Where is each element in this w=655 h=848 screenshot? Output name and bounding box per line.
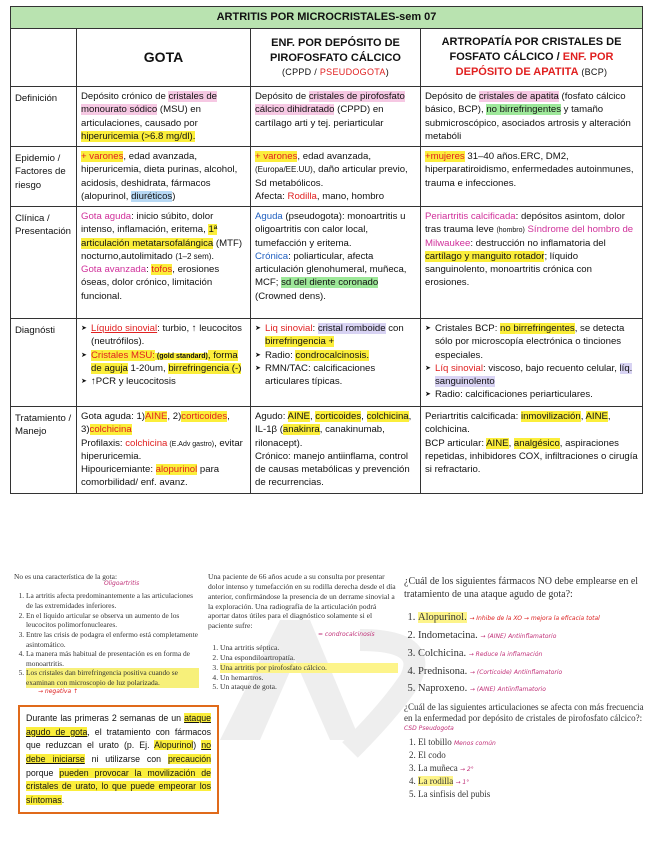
text: Gota aguda (81, 211, 132, 223)
text: : inicio súbito, dolor intenso, inflamación, eritema, (81, 211, 214, 236)
option[interactable]: 2. En el líquido articular se observa un aumento de los leucocitos polimorfonucleares. (26, 611, 199, 630)
handnote: → 2° (459, 766, 474, 774)
text: , (309, 411, 316, 423)
option[interactable] (418, 736, 644, 749)
text: . (211, 250, 215, 262)
highlight-text: cartílago y manguito rotador (425, 250, 545, 262)
highlight-text: no birrefringentes (500, 323, 575, 335)
highlight-text: corticoides (315, 411, 362, 423)
text: Crónico: manejo antiinflama, control de causas metabólicas y prevención de recurrencias. (255, 450, 410, 489)
list (255, 322, 416, 388)
question-3 (404, 576, 644, 698)
text: Gota aguda: 1) (81, 411, 146, 423)
list-item (91, 375, 246, 388)
highlight-text: no birrefringentes (486, 104, 561, 116)
row-header-tratamiento: Tratamiento / Manejo (11, 407, 77, 493)
cell-tra-gota (77, 407, 251, 493)
highlight-text: AINE (486, 437, 509, 449)
cell-cli-cppd (251, 207, 421, 319)
col-header-bcp (421, 29, 643, 87)
option[interactable]: 3. Entre las crisis de podagra el enfermo está completamente asintomático. (26, 630, 199, 649)
text: , evitar hiperuricemia. (81, 437, 243, 462)
cell-def-cppd (251, 87, 421, 147)
text: , (361, 411, 367, 423)
text: (Europa/EE.UU) (255, 165, 313, 175)
row-clinica (11, 207, 643, 319)
text: Agudo: (255, 411, 288, 423)
text: (hombro) (496, 227, 525, 235)
option[interactable]: 1. Una artritis séptica. (220, 643, 398, 653)
question-3-options (404, 609, 644, 698)
question-1-handnote: Oligoartritis (104, 579, 140, 587)
text: Depósito de (425, 91, 479, 103)
cell-epi-bcp (421, 147, 643, 207)
col-header-bcp-title: ARTROPATÍA POR CRISTALES DE FOSFATO CÁLCICO / (441, 35, 622, 64)
highlight-text: analgésico (513, 437, 560, 449)
option[interactable] (418, 627, 644, 645)
option[interactable] (418, 663, 644, 681)
highlight-text: condrocalcinosis. (295, 349, 369, 361)
cell-cli-gota (77, 207, 251, 319)
text: . (61, 794, 65, 805)
list (425, 322, 638, 401)
handnote: → Inhibe de la XO → mejora la eficacia total (469, 615, 600, 622)
text: , mano, hombro (316, 190, 385, 202)
option[interactable] (418, 609, 644, 627)
highlight-text: +mujeres (425, 151, 465, 163)
option-text: Naproxeno. (418, 683, 468, 695)
highlight-text: cristales de monourato sódico (81, 91, 217, 116)
question-2 (208, 572, 398, 692)
text: ) (193, 740, 202, 751)
option[interactable]: 4. Un hemartros. (220, 673, 398, 683)
question-4-options (404, 736, 644, 801)
list-item (435, 388, 638, 401)
text: Depósito crónico de (81, 91, 169, 103)
cell-dia-gota (77, 319, 251, 407)
text: ) (172, 190, 176, 202)
highlight-text: colchicina (89, 424, 132, 436)
text: : destrucción no inflamatoria del (470, 237, 606, 249)
text: porque (26, 767, 60, 778)
col-header-cppd-pseudogota: PSEUDOGOTA (319, 67, 386, 78)
row-header-clinica: Clínica / Presentación (11, 207, 77, 319)
question-2-handnote: = condrocalcinosis (318, 631, 375, 639)
text: para comorbilidad/ enf. avanz. (81, 464, 220, 489)
option-text: La sinfisis del pubis (418, 789, 491, 800)
summary-table (10, 6, 643, 494)
question-4-handnote: CSD Pseudogota (404, 724, 454, 732)
option[interactable] (418, 788, 644, 801)
option[interactable]: 1. La artritis afecta predominantemente a las articulaciones de las extremidades inferiores. (26, 591, 199, 610)
text: (MTF) nocturno,autolimitado (81, 237, 243, 262)
handnote: → 1° (455, 779, 470, 787)
text: Gota avanzada (81, 264, 147, 276)
text: , 2) (167, 411, 182, 423)
list-item (91, 322, 246, 348)
option[interactable]: 2. Una espondiloartropatía. (220, 653, 398, 663)
highlight-text: + varones (81, 151, 124, 163)
highlight-text: AINE (145, 411, 168, 423)
highlight-text: anakinra (282, 424, 320, 436)
highlight-text: birrefringencia + (265, 336, 335, 348)
table-title: ARTRITIS POR MICROCRISTALES-sem 07 (11, 7, 643, 29)
handnote: → (AINE) Antiinflamatorio (469, 686, 546, 694)
col-header-gota-text: GOTA (143, 49, 184, 66)
highlight-text: AINE (287, 411, 310, 423)
col-header-cppd-a: (CPPD / (281, 67, 320, 78)
text: , edad avanzada, (297, 151, 372, 163)
text: Liq sinovial (265, 323, 313, 335)
highlight-text: cristales de pirofosfato cálcico dihidratado (255, 91, 405, 116)
option[interactable] (418, 762, 644, 775)
highlight-text: 1ª articulación metatarsofalángica (81, 224, 218, 249)
option[interactable]: 5. Los cristales dan birrefringencia positiva cuando se examinan con microscopio de luz polarizada. (26, 668, 199, 687)
text: Radio: calcificaciones periarticulares. (435, 389, 593, 401)
highlight-text: precaución (167, 753, 211, 764)
text: (1–2 sem) (175, 251, 212, 261)
text: Síndrome del hombro de Milwaukee (425, 224, 634, 249)
cell-def-gota (77, 87, 251, 147)
text: Crónica (255, 250, 289, 262)
row-epidemio (11, 147, 643, 207)
text: : (146, 264, 152, 276)
text: (Crowned dens). (255, 290, 326, 302)
row-diagnostico (11, 319, 643, 407)
highlight-text: hiperuricemia (>6.8 mg/dl). (81, 130, 196, 142)
question-2-options (208, 643, 398, 692)
text: 31–40 años.ERC, DM2, hiperparatiroidismo, enfermedades autoinmunes, trauma e infecciones. (425, 151, 634, 189)
col-header-bcp-abbr: (BCP) (578, 67, 608, 78)
highlight-text: ataque agudo de gota (26, 713, 211, 737)
option-text: Indometacina. (418, 629, 478, 641)
text: Aguda (255, 211, 283, 223)
row-header-diagnostico: Diagnósti (11, 319, 77, 407)
list-item (265, 349, 416, 362)
highlight-text: cristal romboide (317, 323, 386, 335)
row-header-epidemio: Epidemio / Factores de riesgo (11, 147, 77, 207)
option-text: Prednisona. (418, 665, 468, 677)
option[interactable] (418, 749, 644, 762)
summary-table-container (10, 6, 642, 494)
text: ni utilizarse con (84, 753, 168, 764)
question-3-stem: ¿Cuál de los siguientes fármacos NO debe emplearse en el tratamiento de una ataque agudo de gota?: (404, 576, 639, 600)
option[interactable] (418, 645, 644, 663)
text: Radio: (265, 349, 296, 361)
cell-dia-cppd (251, 319, 421, 407)
text: Hipouricemiante: (81, 464, 156, 476)
highlight-text: cristales de apatita (478, 91, 559, 103)
option[interactable]: 3. Una artritis por pirofosfato cálcico. (220, 663, 398, 673)
text: BCP articular: (425, 437, 487, 449)
question-1-handnote-2: → negativa ↑ (38, 687, 79, 695)
cell-tra-bcp (421, 407, 643, 493)
text: (MSU) en articulaciones, causado por (81, 104, 201, 129)
option-text: La rodilla (418, 776, 454, 787)
list (81, 322, 246, 388)
col-header-cppd-c: ) (385, 67, 390, 78)
text: , daño articular previo, Sd metabólicos. (255, 164, 408, 189)
text: , canakinumab, rilonacept). (255, 424, 385, 449)
cell-dia-bcp (421, 319, 643, 407)
highlight-text: colchicina (366, 411, 409, 423)
text: Líq sinovial (435, 362, 483, 374)
cell-def-bcp (421, 87, 643, 147)
list-item (435, 362, 638, 388)
text: con (385, 323, 404, 335)
text: (fosfato cálcico básico, BCP), (425, 91, 626, 116)
question-4-stem: ¿Cuál de las siguientes articulaciones se afecta con más frecuencia en la enfermedad por depósito de cristales de pirofosfato cálcico?: (404, 702, 644, 724)
text: ; líquido sanguinolento, monoartritis crónica con erosiones. (425, 250, 592, 289)
option-text: El tobillo (418, 737, 452, 747)
question-2-stem: Una paciente de 66 años acude a su consulta por presentar dolor intenso y tumefacción en su rodilla derecha desde el día anterior, confirmándose la presencia de un derrame sinovial a la exploración. Una radiografía de la articulación podrá aportar datos útiles para el diagnóstico solamente si el paciente sufre: (208, 572, 396, 631)
option-text: Colchicina. (418, 647, 467, 659)
highlight-text: diuréticos (131, 190, 173, 202)
text: , (508, 437, 514, 449)
handnote: → (Corticoide) Antiinflamatorio (469, 668, 563, 676)
row-tratamiento (11, 407, 643, 493)
handnote: Menos común (454, 740, 496, 747)
text: Líquido sinovial (91, 323, 158, 335)
text: Afecta: (255, 190, 288, 202)
cell-epi-cppd (251, 147, 421, 207)
text: , el tratamiento con fármacos que reduzcan el urato (p. Ej. (26, 726, 211, 751)
text: , 3) (81, 411, 230, 436)
highlight-text: Alopurinol (154, 740, 194, 751)
option-text: Alopurinol. (418, 612, 467, 623)
handnote: → (AINE) Antiinflamatorio (480, 632, 557, 640)
option-text: La muñeca (418, 763, 458, 774)
row-header-definicion: Definición (11, 87, 77, 147)
option[interactable] (418, 775, 644, 788)
text: , aspiraciones repetidas, inhibidores COX, infiltraciones o cirugía si refractario. (425, 437, 638, 476)
text: 1-20um, (127, 362, 169, 374)
col-header-cppd-title: ENF. POR DEPÓSITO DE PIROFOSFATO CÁLCICO (270, 36, 401, 65)
highlight-text: no debe iniciarse (26, 740, 211, 764)
text: , (580, 411, 586, 423)
text: colchicina (125, 437, 168, 449)
row-definicion (11, 87, 643, 147)
highlight-text: tofos (151, 264, 173, 276)
text: : viscoso, bajo recuento celular, (483, 362, 620, 374)
text: : depósitos asintom, dolor tras trauma leve (425, 211, 625, 236)
text: (CPPD) en cartílago arti y tej. periarticular (255, 104, 384, 129)
text: ↑PCR y leucocitosis (91, 376, 176, 388)
list-item (91, 349, 246, 375)
col-header-cppd (251, 29, 421, 87)
text: RMN/TAC: calcificaciones articulares típicas. (265, 362, 376, 388)
list-item (435, 322, 638, 362)
option[interactable]: 4. La manera más habitual de presentación es en forma de monoartritis. (26, 649, 199, 668)
option[interactable] (418, 680, 644, 698)
text: : poliarticular, afecta articulación glenohumeral, muñeca, MCF; (255, 250, 407, 289)
note-box (18, 705, 219, 814)
question-4 (404, 702, 644, 801)
option-text: El codo (418, 750, 446, 761)
question-1 (14, 572, 199, 695)
cell-tra-cppd (251, 407, 421, 493)
list-item (265, 362, 416, 388)
col-header-bcp-apatita: ENF. POR DEPÓSITO DE APATITA (455, 51, 614, 79)
text: , colchicina. (425, 411, 611, 436)
text: : turbio, ↑ leucocitos (neutrófilos). (91, 323, 242, 348)
text: , erosiones óseas, dolor crónico, limitación funcional. (81, 264, 220, 302)
option[interactable]: 5. Un ataque de gota. (220, 682, 398, 692)
col-header-gota (77, 29, 251, 87)
corner-cell (11, 29, 77, 87)
question-1-options (14, 591, 199, 687)
highlight-text: (gold standard) (154, 352, 208, 360)
highlight-text: Cristales MSU: (91, 349, 155, 361)
text: Durante las primeras 2 semanas de un (26, 713, 185, 723)
text: , edad avanzada, hiperuricemia, dieta purinas, alcohol, acidosis, deshidrata, fármacos (alopurinol, (81, 151, 238, 202)
cell-cli-bcp (421, 207, 643, 319)
text: y tamaño submicroscópico, asociados artrosis y alteración metabóli (425, 104, 631, 142)
highlight-text: sd del diente coronado (281, 277, 379, 289)
text: , se detecta sólo por microscopía electrónica o tinciones especiales. (435, 323, 625, 361)
highlight-text: alopurinol (155, 464, 198, 476)
text: Cristales BCP: (435, 323, 501, 335)
highlight-text: , forma de aguja (91, 349, 238, 374)
list-item (265, 322, 416, 348)
text: Profilaxis: (81, 437, 126, 449)
highlight-text: inmovilización (520, 411, 581, 423)
cell-epi-gota (77, 147, 251, 207)
highlight-text: birrefringencia (-) (168, 362, 242, 374)
handnote: → Reduce la inflamación (468, 650, 543, 658)
text: , IL-1β ( (255, 411, 412, 436)
text: Rodilla (287, 190, 317, 202)
question-1-stem: No es una característica de la gota: (14, 572, 118, 581)
text: Periartritis calcificada: (425, 411, 521, 423)
highlight-text: AINE (585, 411, 608, 423)
text: (E.Adv gastro) (167, 440, 215, 448)
highlight-text: pueden provocar la movilización de cristales de urato, lo que puede empeorar los síntomas (26, 767, 211, 805)
highlight-text: líq. sanguinolento (435, 362, 633, 388)
text: Periartritis calcificada (425, 211, 516, 223)
text: (pseudogota): monoartritis u oligoartritis con calor local, tumefacción y eritema. (255, 211, 406, 249)
text: Depósito de (255, 91, 309, 103)
highlight-text: + varones (255, 151, 298, 163)
text: : (312, 323, 318, 335)
highlight-text: corticoides (181, 411, 228, 423)
